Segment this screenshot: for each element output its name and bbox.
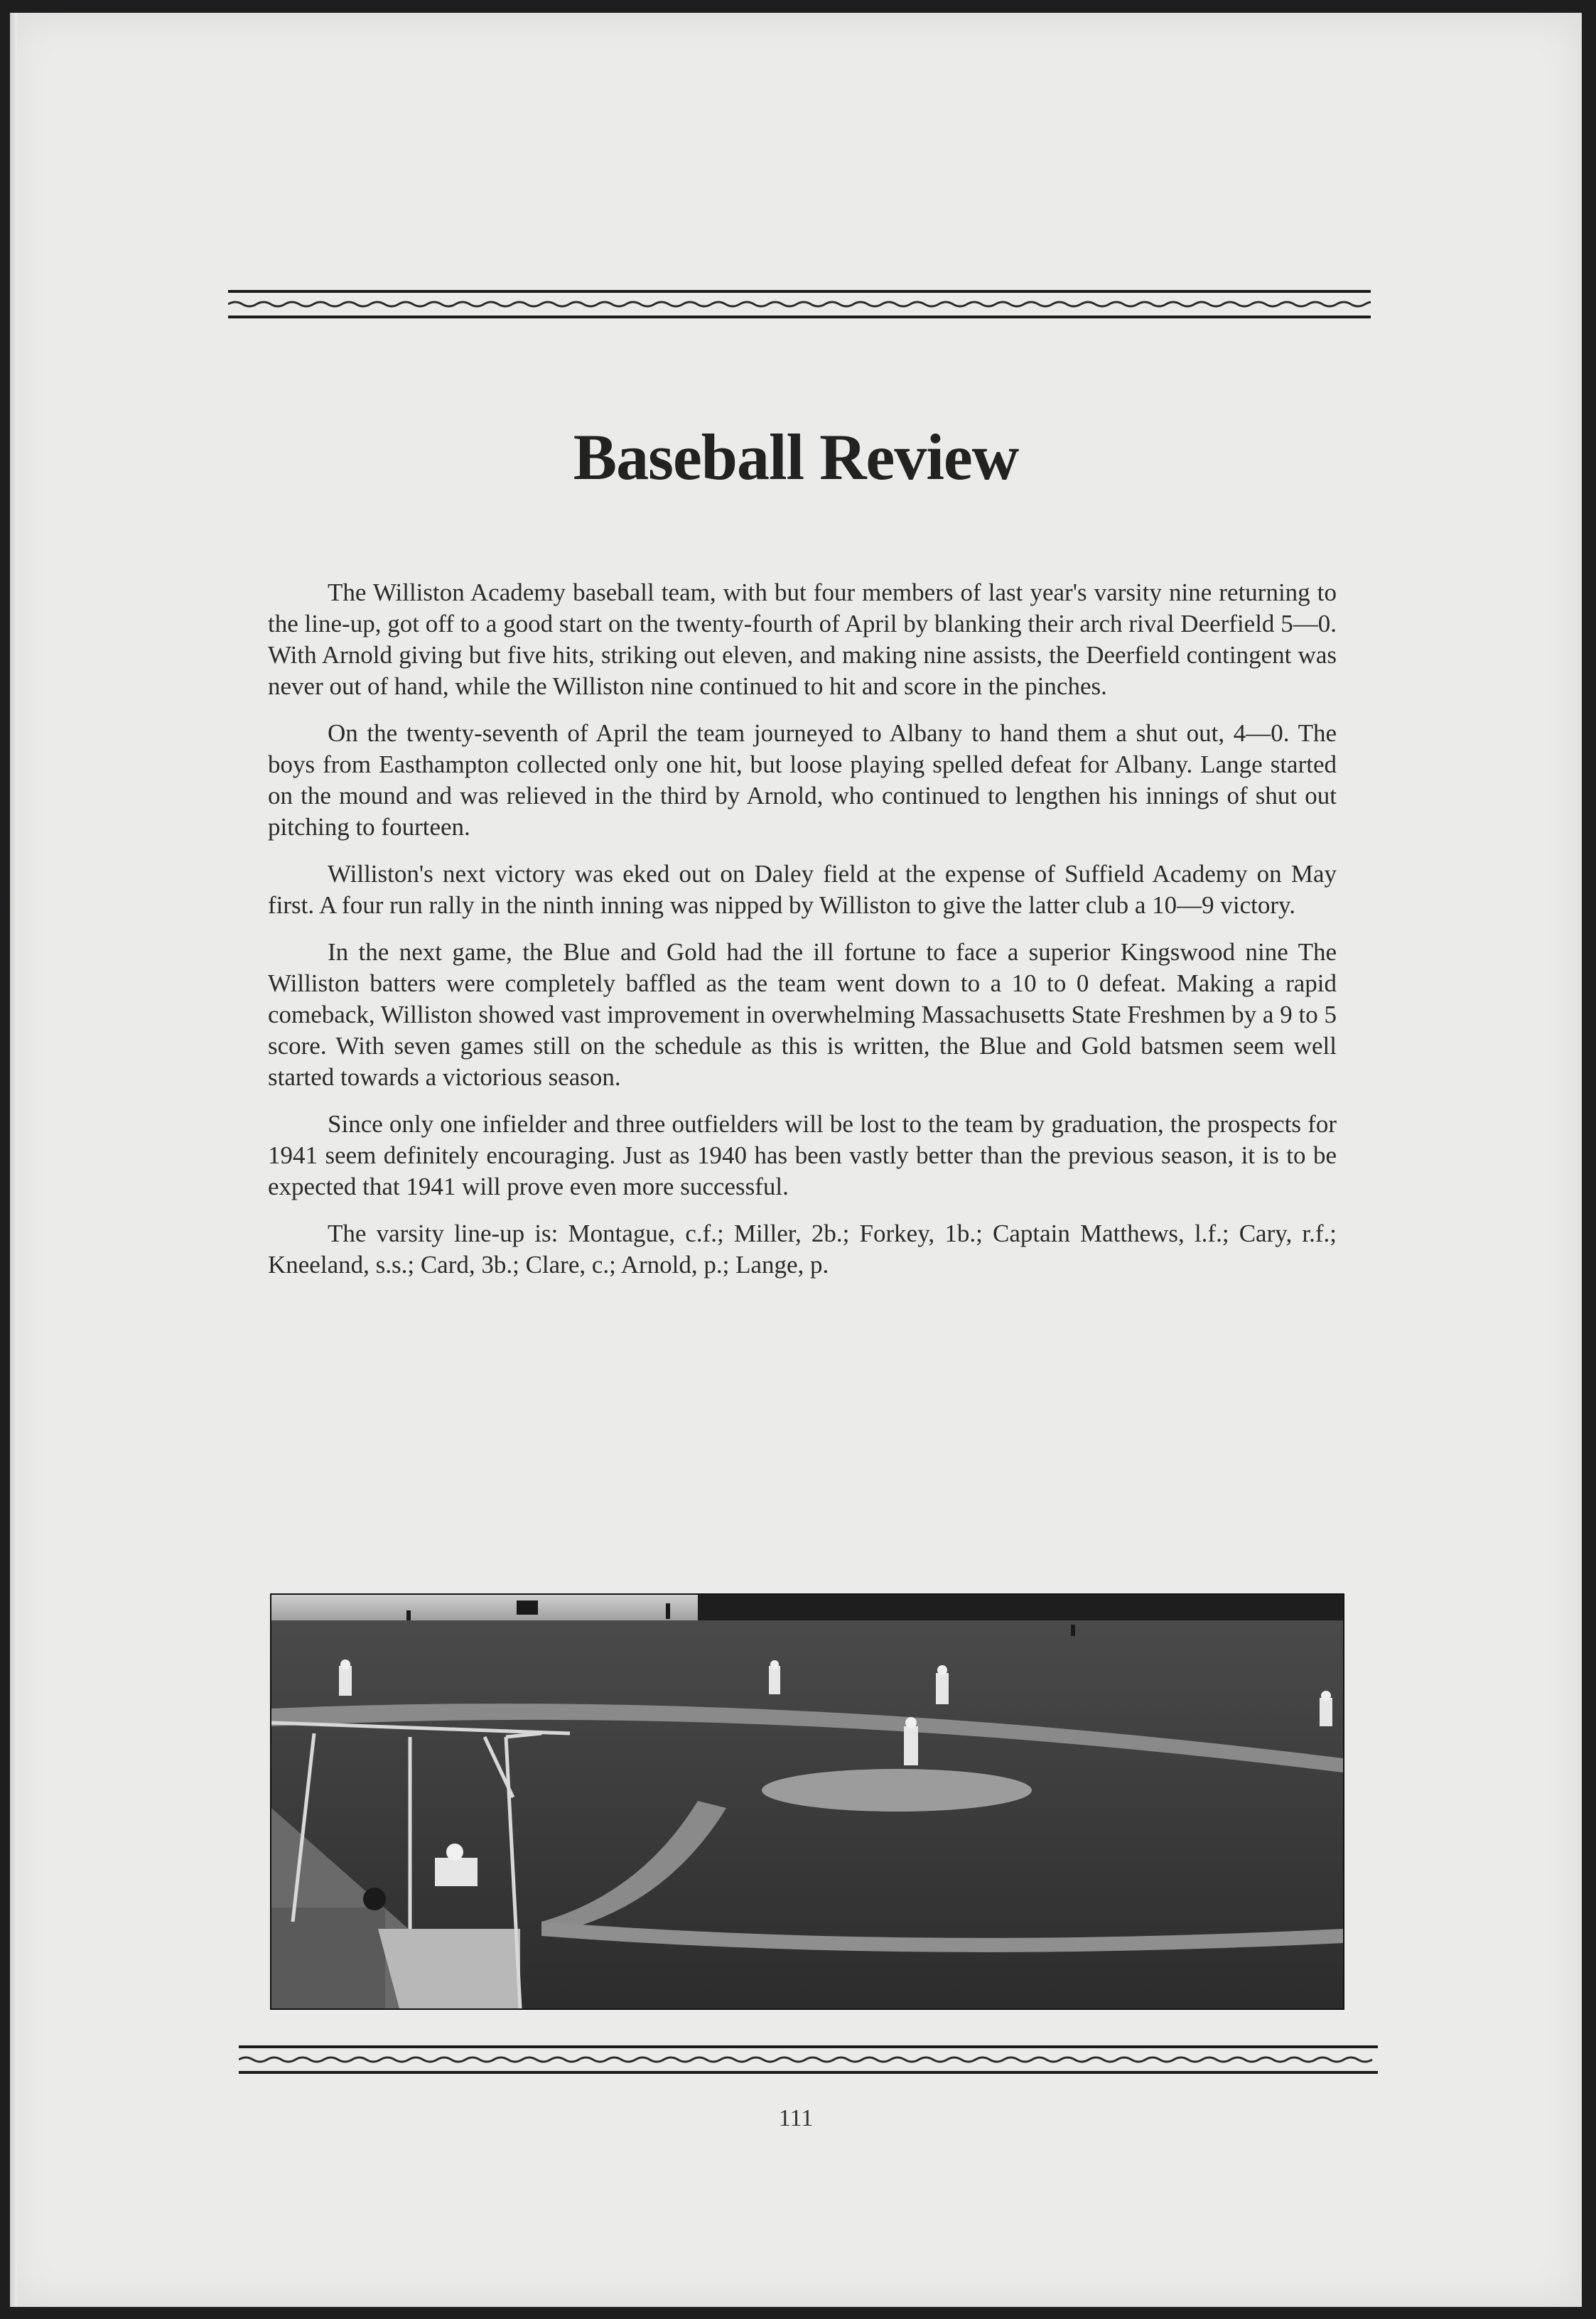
paragraph: The varsity line-up is: Montague, c.f.; Miller, 2b.; Forkey, 1b.; Captain Matthews, l.f.; Cary, r.f.; Kneeland, s.s.; Card, 3b.; Clare, c.; Arnold, p.; Lange, p.	[268, 1220, 1337, 1279]
bottom-ornamental-rule	[239, 2044, 1378, 2075]
paragraph: On the twenty-seventh of April the team journeyed to Albany to hand them a shut out, 4—0. The boys from Easthampton collected only one hit, but loose playing spelled defeat for Albany. Lange started on the mound and was relieved in the third by Arnold, who continued to lengthen his innings of shut out pitching to fourteen.	[268, 719, 1337, 841]
paragraph: Since only one infielder and three outfielders will be lost to the team by graduation, the prospects for 1941 seem definitely encouraging. Just as 1940 has been vastly better than the previous season, it is to be expected that 1941 will prove even more successful.	[268, 1110, 1337, 1200]
baseball-game-photo	[270, 1593, 1344, 2010]
page-number: 111	[778, 2105, 814, 2131]
paragraph: Williston's next victory was eked out on Daley field at the expense of Suffield Academy on May first. A four run rally in the ninth inning was nipped by Williston to give the latter club a 10—9 victory.	[268, 860, 1337, 919]
page	[10, 13, 1582, 2307]
article-body	[268, 577, 1337, 1296]
page-title: Baseball Review	[573, 421, 1019, 493]
top-ornamental-rule	[228, 289, 1371, 320]
paragraph: The Williston Academy baseball team, with but four members of last year's varsity nine returning to the line-up, got off to a good start on the twenty-fourth of April by blanking their arch rival Deerfield 5—0. With Arnold giving but five hits, striking out eleven, and making nine assists, the Deerfield contingent was never out of hand, while the Williston nine continued to hit and score in the pinches.	[268, 579, 1337, 700]
binding-edge	[10, 13, 17, 2307]
baseball-field-icon	[271, 1595, 1343, 2008]
paragraph: In the next game, the Blue and Gold had the ill fortune to face a superior Kingswood nine The Williston batters were completely baffled as the team went down to a 10 to 0 defeat. Making a rapid comeback, Williston showed vast improvement in overwhelming Massachusetts State Freshmen by a 9 to 5 score. With seven games still on the schedule as this is written, the Blue and Gold batsmen seem well started towards a victorious season.	[268, 938, 1337, 1091]
